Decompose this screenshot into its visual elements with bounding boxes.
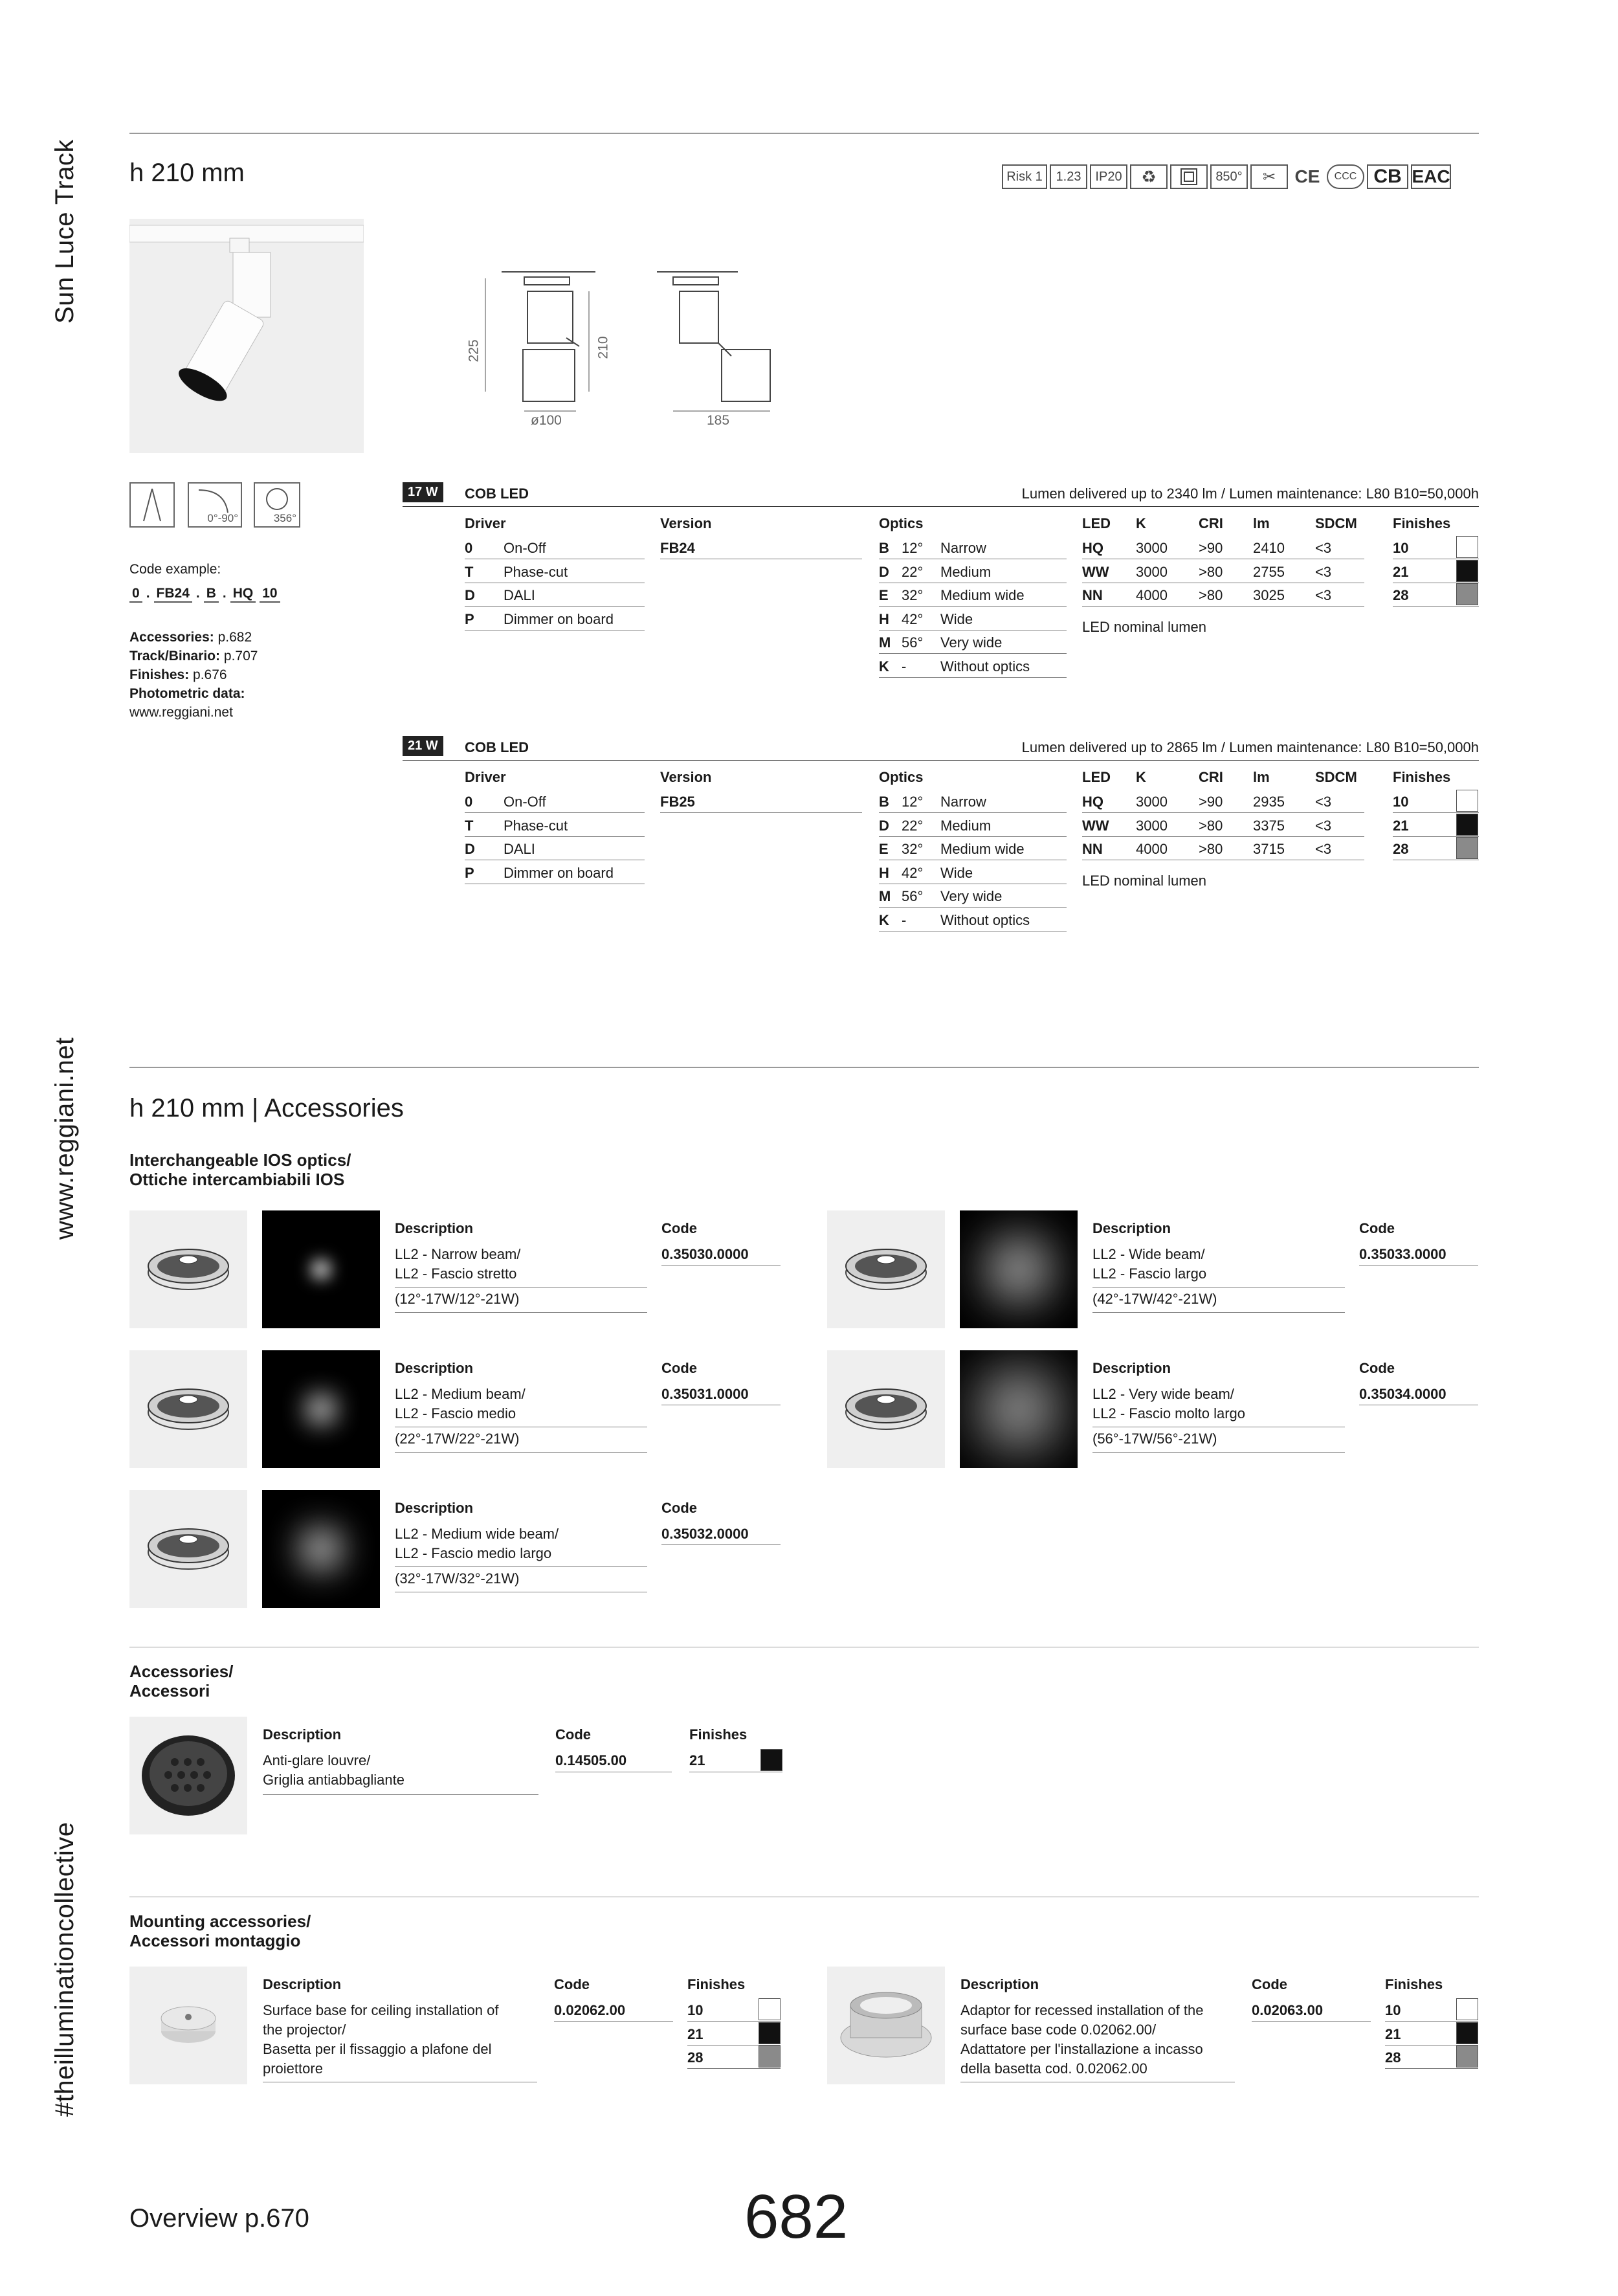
- acc-title-line1: Accessories/: [129, 1662, 234, 1681]
- version-code: FB24: [660, 540, 695, 556]
- ios-title: [129, 1150, 351, 1189]
- header-optics: Optics: [879, 515, 924, 531]
- optic-range: (22°-17W/22°-21W): [395, 1431, 520, 1447]
- recycle-icon: ♻: [1130, 164, 1168, 189]
- finish-code: 28: [1393, 841, 1409, 857]
- driver-name: Phase-cut: [504, 817, 568, 834]
- driver-name: Dimmer on board: [504, 610, 614, 627]
- finishes-ref-label: Finishes:: [129, 667, 190, 682]
- louvre-finish-code: 21: [689, 1752, 705, 1768]
- louvre-desc-line2: Griglia antiabbagliante: [263, 1772, 404, 1788]
- optic-code: M: [879, 634, 891, 651]
- louvre-finish-swatch: [760, 1749, 782, 1771]
- optic-name: Without optics: [940, 658, 1030, 674]
- optic-desc-line2: LL2 - Fascio largo: [1092, 1265, 1207, 1282]
- mount-finish-code: 28: [1385, 2049, 1401, 2066]
- mount-finish-code: 21: [687, 2025, 704, 2042]
- ios-title-line2: Ottiche intercambiabili IOS: [129, 1170, 345, 1189]
- optic-code: K: [879, 911, 889, 928]
- optic-code-header: Code: [1359, 1360, 1395, 1376]
- track-ref-label: Track/Binario:: [129, 649, 221, 663]
- tilt-label: 0°-90°: [207, 512, 238, 524]
- driver-code: D: [465, 841, 475, 857]
- optic-name: Narrow: [940, 794, 986, 810]
- led-row-rule: [1082, 812, 1364, 813]
- finish-swatch: [1456, 583, 1478, 605]
- finish-code: 10: [1393, 794, 1409, 810]
- optic-lens-photo: [129, 1210, 247, 1328]
- acc-title: [129, 1662, 233, 1700]
- led-sdcm: <3: [1315, 841, 1332, 857]
- power-badge: 17 W: [403, 482, 443, 502]
- side-brand-range: Sun Luce Track: [50, 139, 79, 324]
- driver-code: T: [465, 563, 474, 580]
- header-cri: CRI: [1199, 515, 1223, 531]
- header-k: K: [1136, 769, 1146, 785]
- optic-code-header: Code: [661, 1500, 697, 1516]
- optic-desc-header: Description: [395, 1500, 474, 1516]
- optic-code: K: [879, 658, 889, 674]
- accessories-rule: [129, 1067, 1479, 1068]
- louvre-desc-line1: Anti-glare louvre/: [263, 1752, 371, 1768]
- driver-name: On-Off: [504, 540, 546, 556]
- side-hashtag: #theilluminationcollective: [50, 1822, 79, 2117]
- optic-code: 0.35033.0000: [1359, 1246, 1446, 1262]
- weight-icon: 1.23: [1050, 164, 1087, 189]
- optic-desc-header: Description: [395, 1220, 474, 1236]
- led-lm: 3375: [1253, 817, 1285, 834]
- finish-swatch: [1456, 560, 1478, 582]
- dim-diameter: ø100: [531, 413, 562, 428]
- optic-desc-line2: LL2 - Fascio medio: [395, 1405, 516, 1421]
- led-code: HQ: [1082, 794, 1103, 810]
- header-driver: Driver: [465, 769, 506, 785]
- optic-code: H: [879, 864, 889, 881]
- led-cri: >80: [1199, 587, 1223, 603]
- optic-name: Medium wide: [940, 841, 1025, 857]
- ccc-icon: CCC: [1327, 164, 1364, 189]
- dim-185: 185: [707, 413, 730, 428]
- version-code: FB25: [660, 794, 695, 810]
- product-photo: [129, 219, 364, 453]
- code-part-led: HQ: [230, 586, 256, 603]
- optic-range-rule: [395, 1452, 647, 1453]
- driver-name: DALI: [504, 841, 535, 857]
- optic-range-rule: [1092, 1452, 1345, 1453]
- finish-code: 28: [1393, 587, 1409, 603]
- mount-desc-line: Adaptor for recessed installation of the: [960, 2002, 1204, 2018]
- driver-name: Dimmer on board: [504, 864, 614, 881]
- optic-code: E: [879, 587, 889, 603]
- accessories-title: h 210 mm | Accessories: [129, 1094, 404, 1122]
- led-cri: >80: [1199, 563, 1223, 580]
- acc-title-line2: Accessori: [129, 1681, 210, 1700]
- optic-angle: 56°: [902, 888, 924, 904]
- led-code: NN: [1082, 841, 1103, 857]
- optic-code-header: Code: [661, 1360, 697, 1376]
- driver-name: DALI: [504, 587, 535, 603]
- optic-angle: -: [902, 658, 907, 674]
- mount-finishes-header: Finishes: [687, 1976, 746, 1992]
- optic-code: 0.35031.0000: [661, 1386, 749, 1402]
- mount-desc-line: Basetta per il fissaggio a plafone del: [263, 2041, 492, 2057]
- accessories-ref-label: Accessories:: [129, 630, 214, 645]
- code-example-label: Code example:: [129, 562, 221, 577]
- optic-code: B: [879, 540, 889, 556]
- optic-desc-line2: LL2 - Fascio stretto: [395, 1265, 517, 1282]
- ios-title-line1: Interchangeable IOS optics/: [129, 1150, 351, 1170]
- optic-desc-line1: LL2 - Medium beam/: [395, 1386, 526, 1402]
- mount-code-rule: [1252, 2021, 1371, 2022]
- driver-row-rule: [465, 812, 645, 813]
- led-sdcm: <3: [1315, 540, 1332, 556]
- header-version: Version: [660, 515, 712, 531]
- optic-name: Narrow: [940, 540, 986, 556]
- led-sdcm: <3: [1315, 817, 1332, 834]
- mount-desc-line: Adattatore per l'installazione a incasso: [960, 2041, 1203, 2057]
- mount-desc-line: proiettore: [263, 2060, 323, 2077]
- finish-swatch: [1456, 790, 1478, 812]
- overview-link[interactable]: Overview p.670: [129, 2204, 309, 2233]
- louvre-finishes-header: Finishes: [689, 1726, 748, 1743]
- accessories-ref-page[interactable]: p.682: [217, 630, 252, 645]
- source-label: COB LED: [465, 739, 529, 755]
- header-driver: Driver: [465, 515, 506, 531]
- mount-finish-rule: [1385, 2068, 1478, 2069]
- optic-row-rule: [879, 836, 1067, 837]
- mount-finish-swatch: [759, 1998, 781, 2020]
- side-website: www.reggiani.net: [50, 1037, 79, 1240]
- mount-desc-header: Description: [960, 1976, 1039, 1992]
- optic-desc-line2: LL2 - Fascio medio largo: [395, 1545, 552, 1561]
- optic-angle: 42°: [902, 864, 924, 881]
- eac-icon: EAC: [1411, 164, 1451, 189]
- led-sdcm: <3: [1315, 587, 1332, 603]
- optic-range: (32°-17W/32°-21W): [395, 1570, 520, 1587]
- led-lm: 2935: [1253, 794, 1285, 810]
- photometric-url[interactable]: www.reggiani.net: [129, 705, 233, 720]
- dim-210: 210: [595, 336, 611, 359]
- optic-angle: 56°: [902, 634, 924, 651]
- optic-desc-line1: LL2 - Very wide beam/: [1092, 1386, 1234, 1402]
- mount-finish-swatch: [759, 2045, 781, 2068]
- finishes-ref-page[interactable]: p.676: [193, 667, 227, 682]
- mount-desc-header: Description: [263, 1976, 342, 1992]
- optic-code: 0.35030.0000: [661, 1246, 749, 1262]
- mount-finish-code: 28: [687, 2049, 704, 2066]
- mount-code-rule: [554, 2021, 673, 2022]
- optic-code-rule: [661, 1544, 781, 1545]
- finish-swatch: [1456, 814, 1478, 836]
- optic-name: Medium: [940, 817, 992, 834]
- beam-pattern-image: [960, 1350, 1078, 1468]
- optic-lens-photo: [129, 1350, 247, 1468]
- led-sdcm: <3: [1315, 794, 1332, 810]
- optic-desc-line1: LL2 - Wide beam/: [1092, 1246, 1205, 1262]
- code-part-version: FB24: [154, 586, 192, 603]
- led-lm: 3025: [1253, 587, 1285, 603]
- optic-row-rule: [879, 653, 1067, 654]
- mount-finish-code: 10: [1385, 2002, 1401, 2018]
- rotation-label: 356°: [273, 512, 296, 524]
- reference-pages: [129, 628, 258, 722]
- optic-angle: 22°: [902, 563, 924, 580]
- optic-code-header: Code: [661, 1220, 697, 1236]
- led-sdcm: <3: [1315, 563, 1332, 580]
- led-k: 3000: [1136, 540, 1168, 556]
- optic-range-rule: [1092, 1312, 1345, 1313]
- finish-code: 21: [1393, 563, 1409, 580]
- optic-code: H: [879, 610, 889, 627]
- led-code: NN: [1082, 587, 1103, 603]
- mount-title-line1: Mounting accessories/: [129, 1911, 311, 1931]
- led-cri: >80: [1199, 841, 1223, 857]
- driver-code: P: [465, 610, 474, 627]
- driver-code: P: [465, 864, 474, 881]
- led-note: LED nominal lumen: [1082, 618, 1206, 635]
- mount-finish-swatch: [1456, 2045, 1478, 2068]
- mount-finish-rule: [687, 2068, 781, 2069]
- driver-row-rule: [465, 606, 645, 607]
- led-cri: >90: [1199, 794, 1223, 810]
- finish-code: 10: [1393, 540, 1409, 556]
- class-two-icon: [1170, 164, 1208, 189]
- mount-desc-line: surface base code 0.02062.00/: [960, 2022, 1157, 2038]
- track-ref-page[interactable]: p.707: [223, 649, 258, 663]
- optic-code: B: [879, 794, 889, 810]
- louvre-desc-underline: [263, 1794, 538, 1795]
- led-row-rule: [1082, 606, 1364, 607]
- mount-code: 0.02062.00: [554, 2002, 626, 2018]
- optic-name: Very wide: [940, 888, 1003, 904]
- led-note: LED nominal lumen: [1082, 872, 1206, 889]
- mount-photo: [129, 1967, 247, 2084]
- led-k: 3000: [1136, 817, 1168, 834]
- beam-pattern-image: [262, 1490, 380, 1608]
- led-cri: >80: [1199, 817, 1223, 834]
- temperature-icon: 850°: [1210, 164, 1248, 189]
- version-row-rule: [660, 812, 862, 813]
- source-label: COB LED: [465, 485, 529, 502]
- optic-lens-photo: [827, 1210, 945, 1328]
- version-header-rule: [403, 760, 1479, 761]
- version-header-rule: [403, 506, 1479, 507]
- risk-icon: Risk 1: [1002, 164, 1047, 189]
- photometric-ref-label: Photometric data:: [129, 686, 245, 701]
- optic-angle: 22°: [902, 817, 924, 834]
- ip20-icon: IP20: [1090, 164, 1127, 189]
- optic-name: Medium: [940, 563, 992, 580]
- mount-finish-swatch: [1456, 1998, 1478, 2020]
- beam-angle-icon: [129, 482, 175, 528]
- header-lm: lm: [1253, 769, 1270, 785]
- optic-name: Without optics: [940, 911, 1030, 928]
- page-number: 682: [744, 2182, 848, 2251]
- header-led: LED: [1082, 769, 1111, 785]
- optic-angle: 42°: [902, 610, 924, 627]
- mount-finish-swatch: [1456, 2022, 1478, 2044]
- mount-finish-code: 21: [1385, 2025, 1401, 2042]
- track-spotlight-image: [129, 219, 364, 453]
- mount-finishes-header: Finishes: [1385, 1976, 1443, 1992]
- mount-desc-line: della basetta cod. 0.02062.00: [960, 2060, 1147, 2077]
- mount-desc-line: the projector/: [263, 2022, 346, 2038]
- page-title: h 210 mm: [129, 159, 245, 187]
- optic-range: (12°-17W/12°-21W): [395, 1291, 520, 1307]
- driver-code: T: [465, 817, 474, 834]
- optic-row-rule: [879, 606, 1067, 607]
- mount-photo: [827, 1967, 945, 2084]
- header-lm: lm: [1253, 515, 1270, 531]
- optic-angle: 32°: [902, 841, 924, 857]
- mount-title-line2: Accessori montaggio: [129, 1931, 301, 1950]
- optic-lens-photo: [827, 1350, 945, 1468]
- code-part-finish: 10: [260, 586, 280, 603]
- header-sdcm: SDCM: [1315, 769, 1357, 785]
- header-led: LED: [1082, 515, 1111, 531]
- code-example: 0 . FB24 . B . HQ 10: [129, 586, 280, 603]
- tilt-icon: [188, 482, 242, 528]
- mount-finish-swatch: [759, 2022, 781, 2044]
- driver-code: D: [465, 587, 475, 603]
- optic-angle: -: [902, 911, 907, 928]
- code-part-optics: B: [204, 586, 219, 603]
- optic-desc-header: Description: [1092, 1360, 1171, 1376]
- mount-title: [129, 1911, 311, 1950]
- beam-pattern-image: [262, 1350, 380, 1468]
- led-code: WW: [1082, 817, 1109, 834]
- optic-angle: 32°: [902, 587, 924, 603]
- optic-name: Wide: [940, 864, 973, 881]
- mount-code-header: Code: [1252, 1976, 1287, 1992]
- optic-code: M: [879, 888, 891, 904]
- optic-name: Wide: [940, 610, 973, 627]
- finish-swatch: [1456, 837, 1478, 859]
- finish-swatch: [1456, 536, 1478, 558]
- top-rule: [129, 133, 1479, 134]
- power-badge: 21 W: [403, 736, 443, 756]
- optic-name: Medium wide: [940, 587, 1025, 603]
- mount-code-header: Code: [554, 1976, 590, 1992]
- led-lm: 2410: [1253, 540, 1285, 556]
- louvre-code-header: Code: [555, 1726, 591, 1743]
- louvre-desc-header: Description: [263, 1726, 342, 1743]
- driver-code: 0: [465, 794, 473, 810]
- optic-lens-photo: [129, 1490, 247, 1608]
- optic-code: 0.35034.0000: [1359, 1386, 1446, 1402]
- optic-desc-header: Description: [395, 1360, 474, 1376]
- optic-code: 0.35032.0000: [661, 1526, 749, 1542]
- optic-row-rule: [879, 677, 1067, 678]
- led-code: WW: [1082, 563, 1109, 580]
- finish-row-rule: [1393, 606, 1479, 607]
- optic-range: (42°-17W/42°-21W): [1092, 1291, 1217, 1307]
- mount-finish-code: 10: [687, 2002, 704, 2018]
- rotation-icon: [254, 482, 300, 528]
- led-k: 3000: [1136, 563, 1168, 580]
- dim-225: 225: [466, 339, 482, 362]
- optic-angle: 12°: [902, 794, 924, 810]
- driver-name: On-Off: [504, 794, 546, 810]
- optic-desc-line2: LL2 - Fascio molto largo: [1092, 1405, 1245, 1421]
- optic-code: E: [879, 841, 889, 857]
- header-k: K: [1136, 515, 1146, 531]
- louvre-photo: [129, 1717, 247, 1834]
- lumen-text: Lumen delivered up to 2865 lm / Lumen maintenance: L80 B10=50,000h: [1021, 739, 1479, 755]
- led-cri: >90: [1199, 540, 1223, 556]
- driver-name: Phase-cut: [504, 563, 568, 580]
- optic-name: Very wide: [940, 634, 1003, 651]
- ce-icon: CE: [1294, 166, 1320, 186]
- cb-icon: CB: [1367, 164, 1408, 189]
- led-row-rule: [1082, 836, 1364, 837]
- louvre-code: 0.14505.00: [555, 1752, 627, 1768]
- code-part-driver: 0: [129, 586, 142, 603]
- optic-row-rule: [879, 907, 1067, 908]
- driver-code: 0: [465, 540, 473, 556]
- header-finishes: Finishes: [1393, 515, 1451, 531]
- led-k: 4000: [1136, 841, 1168, 857]
- optic-row-rule: [879, 812, 1067, 813]
- optic-angle: 12°: [902, 540, 924, 556]
- optic-range: (56°-17W/56°-21W): [1092, 1431, 1217, 1447]
- led-code: HQ: [1082, 540, 1103, 556]
- beam-pattern-image: [262, 1210, 380, 1328]
- led-k: 3000: [1136, 794, 1168, 810]
- header-sdcm: SDCM: [1315, 515, 1357, 531]
- no-ballast-icon: ✂: [1250, 164, 1288, 189]
- optic-desc-header: Description: [1092, 1220, 1171, 1236]
- optic-desc-line1: LL2 - Narrow beam/: [395, 1246, 521, 1262]
- led-lm: 2755: [1253, 563, 1285, 580]
- header-version: Version: [660, 769, 712, 785]
- driver-row-rule: [465, 836, 645, 837]
- optic-code: D: [879, 817, 889, 834]
- dimension-drawing: [460, 265, 796, 434]
- header-optics: Optics: [879, 769, 924, 785]
- header-cri: CRI: [1199, 769, 1223, 785]
- lumen-text: Lumen delivered up to 2340 lm / Lumen maintenance: L80 B10=50,000h: [1021, 485, 1479, 502]
- mount-code: 0.02063.00: [1252, 2002, 1324, 2018]
- beam-pattern-image: [960, 1210, 1078, 1328]
- header-finishes: Finishes: [1393, 769, 1451, 785]
- optic-code: D: [879, 563, 889, 580]
- finish-code: 21: [1393, 817, 1409, 834]
- optic-code-header: Code: [1359, 1220, 1395, 1236]
- led-lm: 3715: [1253, 841, 1285, 857]
- optic-desc-rule: [395, 1566, 647, 1567]
- optic-desc-line1: LL2 - Medium wide beam/: [395, 1526, 559, 1542]
- led-k: 4000: [1136, 587, 1168, 603]
- mount-desc-line: Surface base for ceiling installation of: [263, 2002, 499, 2018]
- optic-range-rule: [395, 1312, 647, 1313]
